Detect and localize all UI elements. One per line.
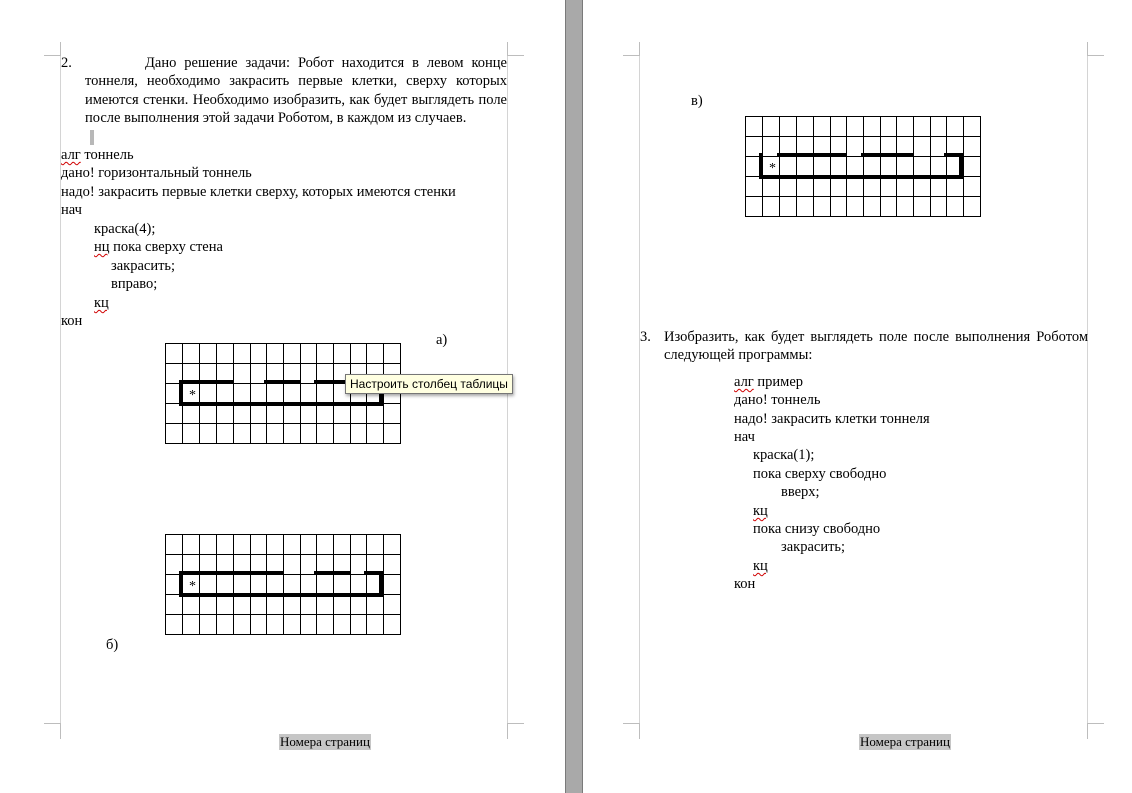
page-edge (565, 0, 566, 793)
program2-nado-line[interactable]: надо! закрасить клетки тоннеля (734, 411, 930, 427)
program-nado-line[interactable]: надо! закрасить первые клетки сверху, которых имеются стенки (61, 184, 456, 200)
label-a: а) (436, 332, 448, 348)
program2-kon-line[interactable]: кон (734, 576, 756, 592)
program-alg-line[interactable]: алг тоннель (61, 147, 134, 163)
crop-mark (507, 723, 508, 739)
program2-up-line[interactable]: вверх; (781, 484, 820, 500)
tooltip-adjust-column: Настроить столбец таблицы (345, 374, 513, 394)
program-zakrasit-line[interactable]: закрасить; (111, 258, 176, 274)
label-v: в) (691, 93, 703, 109)
crop-mark (1087, 55, 1104, 56)
program-nach-line[interactable]: нач (61, 202, 82, 218)
margin-line (639, 56, 640, 724)
program2-kc2-line[interactable]: кц (753, 558, 768, 574)
page-number-field[interactable]: Номера страниц (280, 734, 370, 749)
page-gap (565, 0, 583, 793)
crop-mark (623, 723, 640, 724)
program2-dano-line[interactable]: дано! тоннель (734, 392, 821, 408)
field-grid-v[interactable] (745, 116, 982, 217)
program2-loop2-line[interactable]: пока снизу свободно (753, 521, 881, 537)
program2-kc1-line[interactable]: кц (753, 503, 768, 519)
label-b: б) (106, 637, 119, 653)
crop-mark (623, 55, 640, 56)
page-number-field[interactable]: Номера страниц (860, 734, 950, 749)
program2-loop1-line[interactable]: пока сверху свободно (753, 466, 887, 482)
robot-star-a: * (189, 388, 196, 403)
program-dano-line[interactable]: дано! горизонтальный тоннель (61, 165, 252, 181)
crop-mark (60, 723, 61, 739)
robot-star-v: * (769, 161, 776, 176)
crop-mark (507, 55, 524, 56)
crop-mark (44, 55, 61, 56)
task3-number: 3. (640, 329, 651, 345)
task3-text[interactable]: Изобразить, как будет выглядеть поле после выполнения Роботом следующей программы: (664, 329, 1088, 364)
left-page (0, 0, 565, 793)
task2-text[interactable]: Дано решение задачи: Робот находится в левом конце тоннеля, необходимо закрасить первые клетки, сверху которых имеются стенки. Необходимо изобразить, как будет выглядеть поле после выполнения этой задачи Роботом, в каждом из случаев. (85, 55, 507, 127)
crop-mark (1087, 42, 1088, 56)
crop-mark (44, 723, 61, 724)
crop-mark (507, 723, 524, 724)
crop-mark (1087, 723, 1088, 739)
right-page (583, 0, 1132, 793)
margin-line (1087, 56, 1088, 724)
program2-paint-line[interactable]: закрасить; (781, 539, 846, 555)
crop-mark (507, 42, 508, 56)
crop-mark (1087, 723, 1104, 724)
program2-nach-line[interactable]: нач (734, 429, 755, 445)
program-vpravo-line[interactable]: вправо; (111, 276, 158, 292)
field-grid-b[interactable] (165, 534, 402, 635)
crop-mark (639, 723, 640, 739)
text-cursor-highlight (90, 130, 94, 145)
program2-alg-line[interactable]: алг пример (734, 374, 804, 390)
program-kraska-line[interactable]: краска(4); (94, 221, 156, 237)
crop-mark (639, 42, 640, 56)
task2-number: 2. (61, 55, 72, 71)
program-kon-line[interactable]: кон (61, 313, 83, 329)
program-loop-line[interactable]: нц пока сверху стена (94, 239, 223, 255)
robot-star-b: * (189, 579, 196, 594)
program2-kraska-line[interactable]: краска(1); (753, 447, 815, 463)
program-kc-line[interactable]: кц (94, 295, 109, 311)
